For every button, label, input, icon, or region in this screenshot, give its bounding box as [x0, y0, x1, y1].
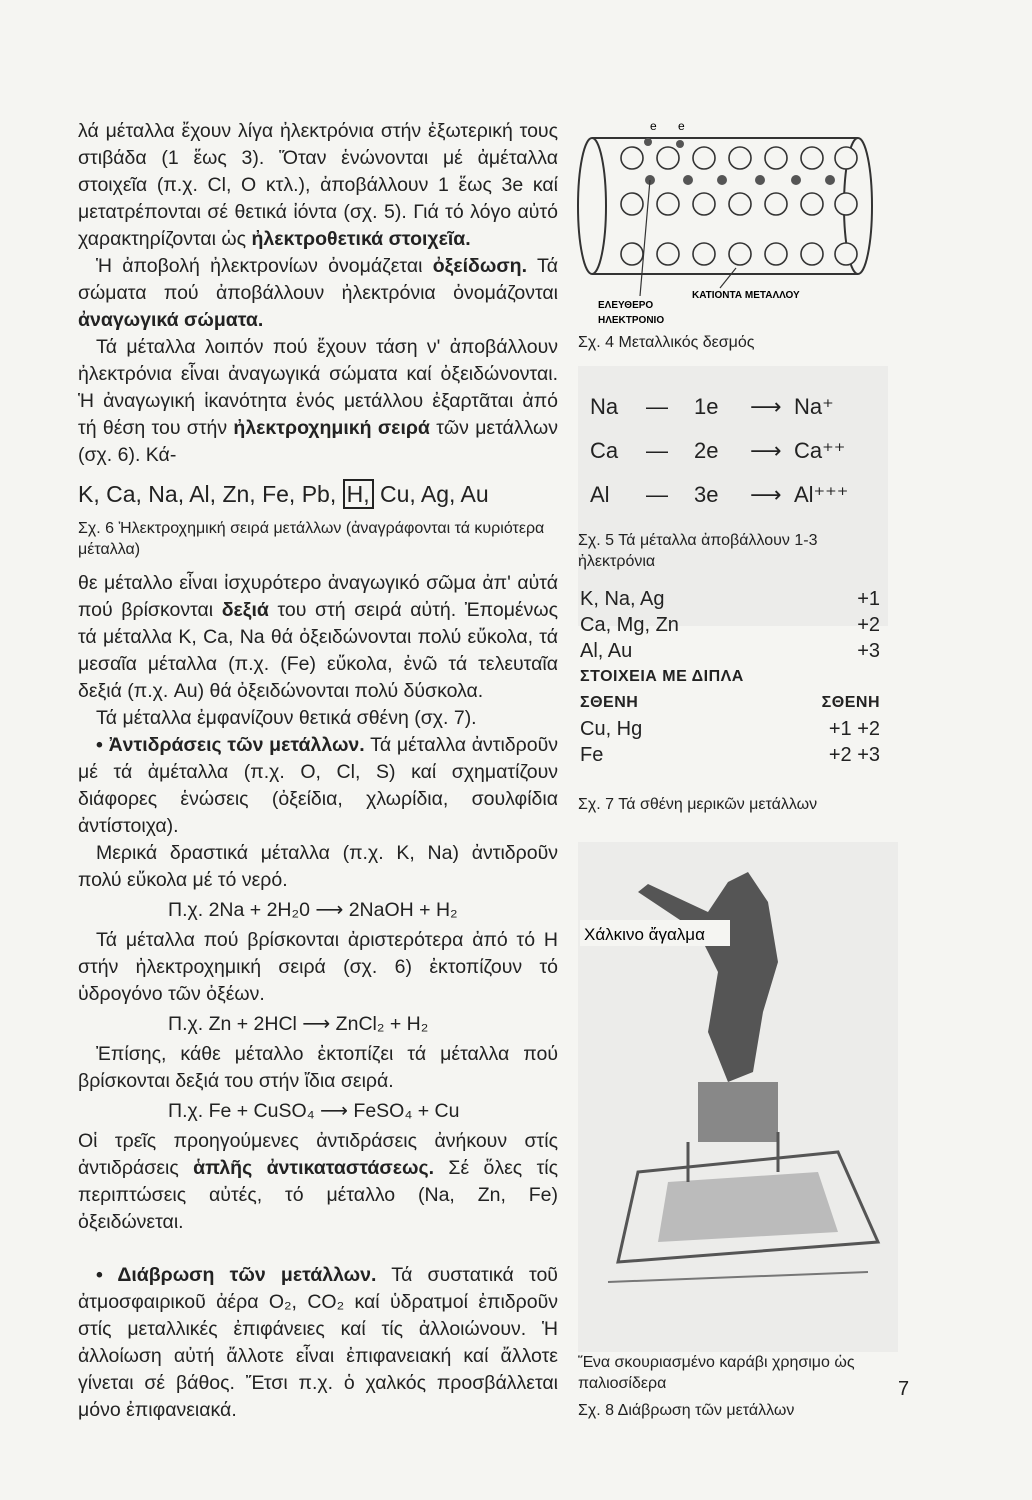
- label-cations: ΚΑΤΙΟΝΤΑ ΜΕΤΑΛΛΟΥ: [692, 290, 800, 301]
- page-number: 7: [898, 1378, 910, 1400]
- paragraph-corrosion: • Διάβρωση τῶν μετάλλων. Τά συστατικά τοῦ ἀτμοσφαιρικοῦ ἀέρα O₂, CO₂ καί ὑδρατμοί ἐπιδροῦν στίς μεταλλικές ἐπιφάνειες καί τίς ἀλλοιώνουν. Ἡ ἀλλοίωση αὐτή ἄλλοτε εἶναι ἐπιφανειακή καί ἄλλοτε γίνεται σέ βάθος. Ἔτσι π.χ. ὁ χαλκός προσβάλλεται μόνο ἐπιφανειακά.: [78, 1264, 558, 1421]
- valence-row: K, Na, Ag +1: [580, 588, 880, 610]
- caption-fig7: Σχ. 7 Τά σθένη μερικῶν μετάλλων: [578, 796, 818, 813]
- electron-label: e: [650, 119, 657, 133]
- paragraph-4: θε μέταλλο εἶναι ἰσχυρότερο ἀναγωγικό σῶμα ἀπ' αὐτά πού βρίσκονται δεξιά του στή σειρά αὐτή. Ἐπομένως τά μέταλλα K, Ca, Na θά ὀξειδώνονται πολύ εὔκολα, τά μεσαῖα μέταλλα (π.χ. (Fe) εὔκολα, ἐνῶ τά τελευταῖα δεξιά (π.χ. Au) θά ὀξειδώνονται πολύ δύσκολα.: [78, 572, 558, 702]
- paragraph-3: Τά μέταλλα λοιπόν πού ἔχουν τάση ν' ἀποβάλλουν ἠλεκτρόνια εἶναι ἀναγωγικά σώματα καί ὀξειδώνονται. Ἡ ἀναγωγική ἱκανότητα ἑνός μετάλλου ἐξαρτᾶται ἀπό τή θέση του στήν ἠλεκτροχημική σειρά τῶν μετάλλων (σχ. 6). Κά-: [78, 336, 558, 466]
- ion-eq-row: Na — 1e ⟶ Na⁺: [590, 394, 834, 419]
- paragraph-2: Ἡ ἀποβολή ἠλεκτρονίων ὀνομάζεται ὀξείδωση. Τά σώματα πού ἀποβάλλουν ἠλεκτρόνια ὀνομάζονται ἀναγωγικά σώματα.: [78, 255, 558, 331]
- label-electron: ΗΛΕΚΤΡΟΝΙΟ: [598, 315, 665, 326]
- paragraph-1: λά μέταλλα ἔχουν λίγα ἠλεκτρόνια στήν ἐξωτερική τους στιβάδα (1 ἕως 3). Ὅταν ἑνώνονται μέ ἀμέταλλα στοιχεῖα (π.χ. Cl, O κτλ.), ἀποβάλλουν 1 ἕως 3e καί μετατρέπονται σέ θετικά ἰόντα (σχ. 5). Γιά τό λόγο αὐτό χαρακτηρίζονται ὡς ἠλεκτροθετικά στοιχεῖα.: [78, 120, 558, 250]
- statue-label: Χάλκινο ἄγαλμα: [584, 925, 705, 944]
- ship-caption: Ἕνα σκουριασμένο καράβι χρησιμο ὡς παλιοσίδερα: [578, 1354, 855, 1392]
- electrochemical-series: K, Ca, Na, Al, Zn, Fe, Pb, H, Cu, Ag, Au: [78, 481, 489, 507]
- label-free: ΕΛΕΥΘΕΡΟ: [598, 300, 654, 311]
- ion-eq-row: Ca — 2e ⟶ Ca⁺⁺: [590, 438, 846, 463]
- caption-fig6: Σχ. 6 Ἠλεκτροχημική σειρά μετάλλων (ἀναγράφονται τά κυριότερα μέταλλα): [78, 520, 545, 558]
- equation-2: Π.χ. Zn + 2HCl ⟶ ZnCl₂ + H₂: [168, 1013, 429, 1035]
- valence-row: Cu, Hg +1 +2: [580, 718, 880, 740]
- term-electropositive: ἠλεκτροθετικά στοιχεῖα.: [251, 228, 471, 250]
- valence-row: Al, Au +3: [580, 640, 880, 662]
- caption-fig8: Σχ. 8 Διάβρωση τῶν μετάλλων: [578, 1402, 795, 1419]
- paragraph-7: Μερικά δραστικά μέταλλα (π.χ. K, Na) ἀντιδροῦν πολύ εὔκολα μέ τό νερό.: [78, 842, 558, 891]
- metallic-bond-figure: [570, 118, 890, 338]
- paragraph-5: Τά μέταλλα ἐμφανίζουν θετικά σθένη (σχ. 7).: [96, 707, 477, 729]
- equation-1: Π.χ. 2Na + 2H₂0 ⟶ 2NaOH + H₂: [168, 899, 458, 921]
- valence-table: K, Na, Ag +1 Ca, Mg, Zn +2 Al, Au +3 ΣΤΟΙΧΕΙΑ ΜΕ ΔΙΠΛΑ ΣΘΕΝΗ ΣΘΕΝΗ Cu, Hg +1 +2 Fe +2 +3: [580, 588, 880, 766]
- hydrogen-box: H,: [343, 479, 374, 509]
- paragraph-reactions: • Ἀντιδράσεις τῶν μετάλλων. Τά μέταλλα ἀντιδροῦν μέ τά ἀμέταλλα (π.χ. O, Cl, S) καί σχηματίζουν διάφορες ἑνώσεις (ὀξείδια, χλωρίδια, σουλφίδια ἀντίστοιχα).: [78, 734, 558, 837]
- paragraph-9: Ἐπίσης, κάθε μέταλλο ἐκτοπίζει τά μέταλλα πού βρίσκονται δεξιά του στήν ἴδια σειρά.: [78, 1043, 558, 1092]
- paragraph-10: Οἱ τρεῖς προηγούμενες ἀντιδράσεις ἀνήκουν στίς ἀντιδράσεις ἁπλῆς ἀντικαταστάσεως. Σέ ὅλες τίς περιπτώσεις αὐτές, τό μέταλλο (Na, Zn, Fe) ὀξειδώνεται.: [78, 1130, 558, 1233]
- paragraph-8: Τά μέταλλα πού βρίσκονται ἀριστερότερα ἀπό τό H στήν ἠλεκτροχημική σειρά (σχ. 6) ἐκτοπίζουν τό ὑδρογόνο τῶν ὀξέων.: [78, 929, 558, 1005]
- caption-fig5: Σχ. 5 Τά μέταλλα ἀποβάλλουν 1-3 ἠλεκτρόνια: [578, 532, 818, 570]
- ion-eq-row: Al — 3e ⟶ Al⁺⁺⁺: [590, 482, 849, 507]
- caption-fig4: Σχ. 4 Μεταλλικός δεσμός: [578, 334, 755, 351]
- double-valence-heading: ΣΤΟΙΧΕΙΑ ΜΕ ΔΙΠΛΑ: [580, 668, 744, 685]
- valence-row: Fe +2 +3: [580, 744, 880, 766]
- electron-label-2: e: [678, 119, 685, 133]
- valence-row: Ca, Mg, Zn +2: [580, 614, 880, 636]
- corrosion-illustration: [578, 842, 898, 1352]
- equation-3: Π.χ. Fe + CuSO₄ ⟶ FeSO₄ + Cu: [168, 1100, 460, 1122]
- left-column: [78, 118, 558, 1424]
